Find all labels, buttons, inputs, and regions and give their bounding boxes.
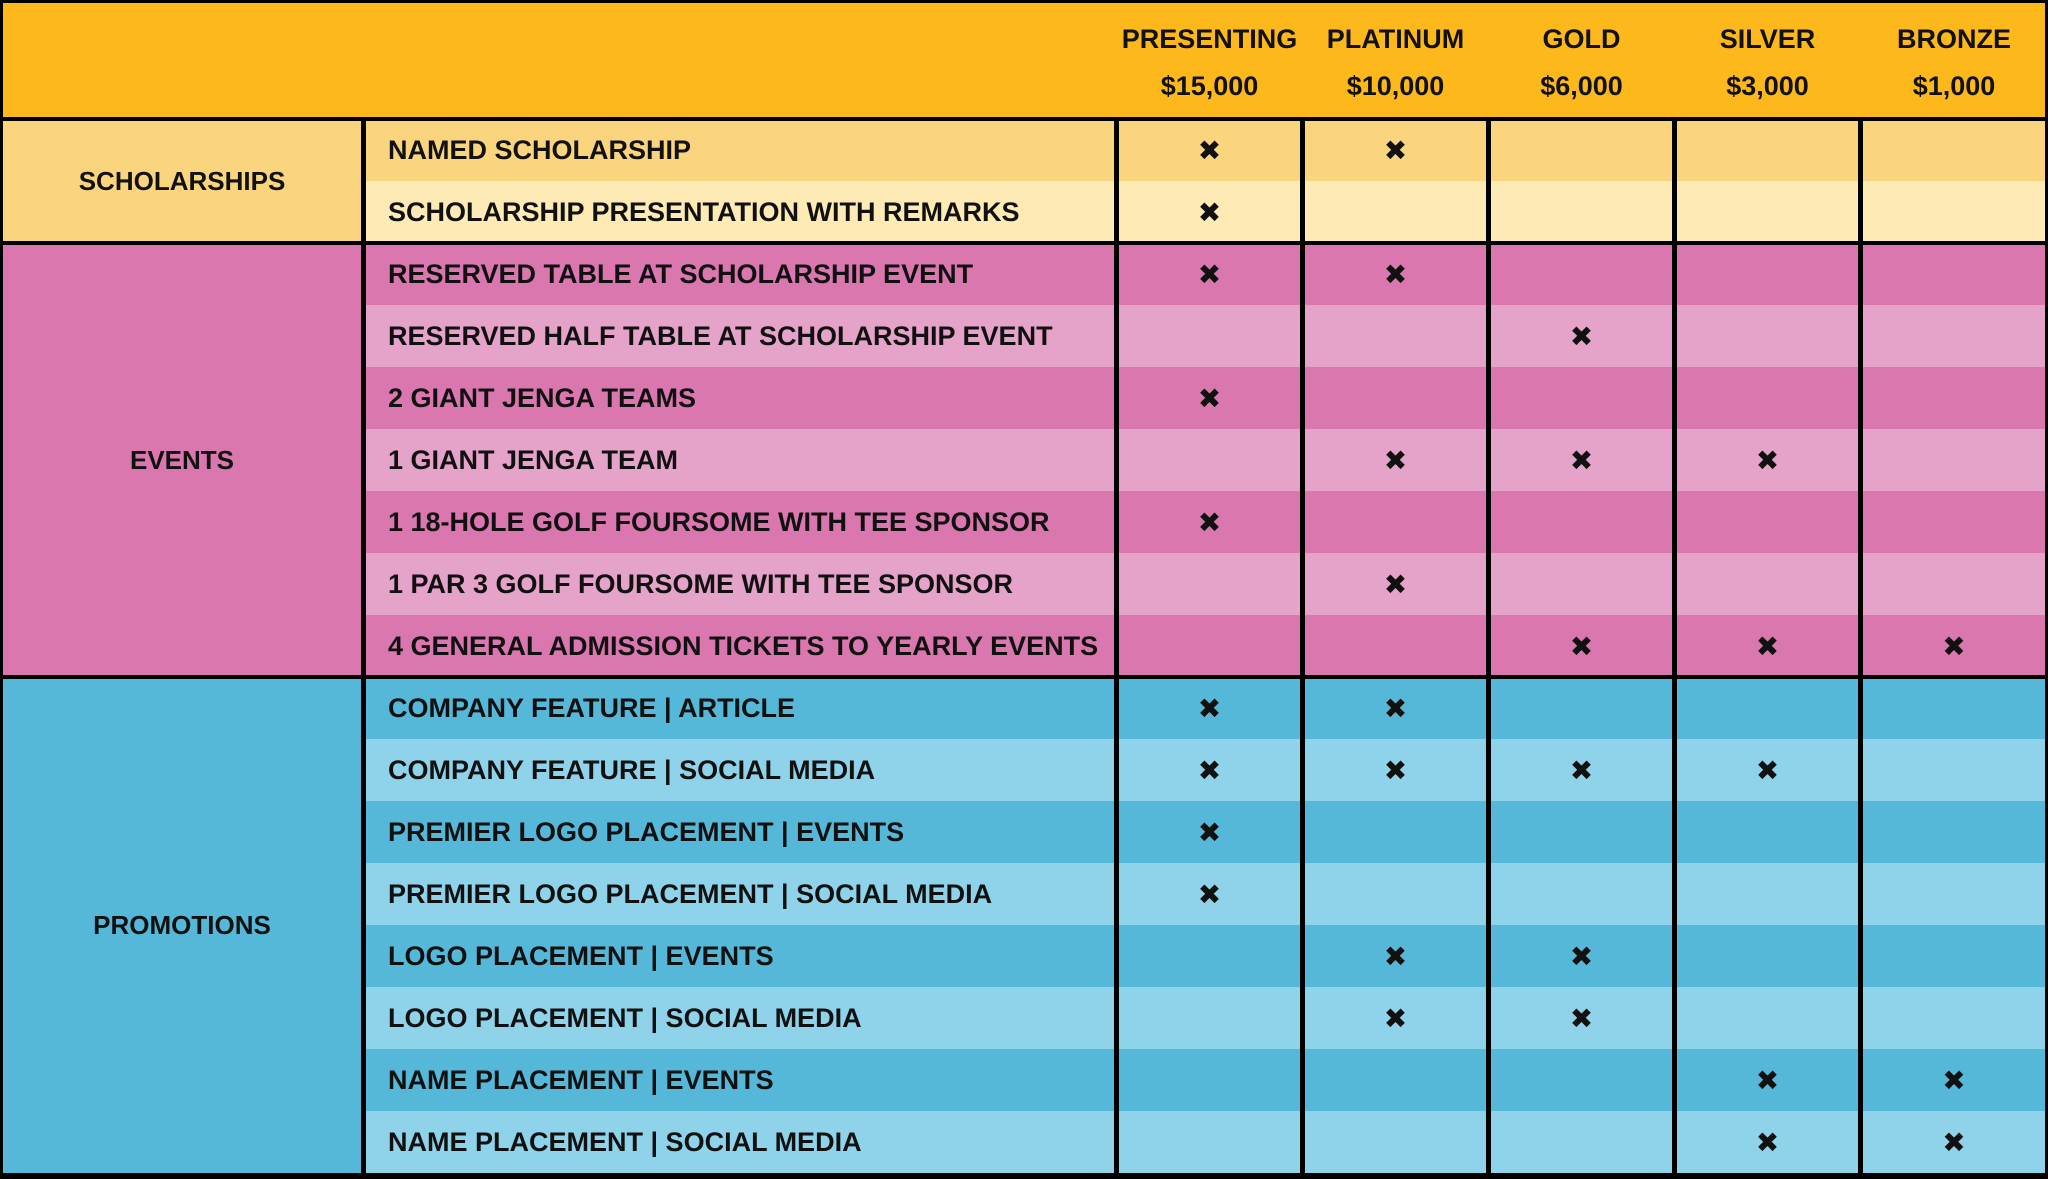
benefit-cell-gold xyxy=(1491,243,1672,305)
benefit-cell-gold xyxy=(1491,553,1672,615)
check-x-icon: ✖ xyxy=(1197,506,1222,538)
benefit-cell-silver xyxy=(1677,367,1858,429)
check-x-icon: ✖ xyxy=(1197,382,1222,414)
tier-price: $6,000 xyxy=(1540,71,1623,102)
benefit-cell-gold xyxy=(1491,925,1672,987)
benefit-cell-presenting xyxy=(1119,491,1300,553)
benefit-cell-platinum xyxy=(1305,491,1486,553)
check-x-icon: ✖ xyxy=(1197,692,1222,724)
benefit-label: 4 GENERAL ADMISSION TICKETS TO YEARLY EVENTS xyxy=(366,615,1114,677)
benefit-cell-bronze xyxy=(1863,801,2045,863)
benefit-cell-silver xyxy=(1677,1111,1858,1173)
tier-name: PRESENTING xyxy=(1121,23,1298,54)
check-x-icon: ✖ xyxy=(1383,568,1408,600)
benefit-cell-gold xyxy=(1491,801,1672,863)
check-x-icon: ✖ xyxy=(1197,878,1222,910)
benefit-cell-platinum xyxy=(1305,181,1486,243)
benefit-label: COMPANY FEATURE | ARTICLE xyxy=(366,677,1114,739)
check-x-icon: ✖ xyxy=(1755,754,1780,786)
category-scholarships: SCHOLARSHIPS xyxy=(3,119,361,243)
check-x-icon: ✖ xyxy=(1755,630,1780,662)
benefit-cell-silver xyxy=(1677,243,1858,305)
benefit-cell-presenting xyxy=(1119,119,1300,181)
benefit-cell-bronze xyxy=(1863,553,2045,615)
tier-name: SILVER xyxy=(1719,23,1816,54)
check-x-icon: ✖ xyxy=(1383,258,1408,290)
benefit-cell-platinum xyxy=(1305,987,1486,1049)
benefit-cell-presenting xyxy=(1119,987,1300,1049)
check-x-icon: ✖ xyxy=(1755,444,1780,476)
benefit-label: 1 18-HOLE GOLF FOURSOME WITH TEE SPONSOR xyxy=(366,491,1114,553)
benefit-label: RESERVED HALF TABLE AT SCHOLARSHIP EVENT xyxy=(366,305,1114,367)
benefit-cell-bronze xyxy=(1863,119,2045,181)
check-x-icon: ✖ xyxy=(1755,1126,1780,1158)
benefit-cell-presenting xyxy=(1119,181,1300,243)
check-x-icon: ✖ xyxy=(1569,444,1594,476)
benefit-cell-platinum xyxy=(1305,925,1486,987)
benefit-cell-presenting xyxy=(1119,367,1300,429)
benefit-cell-gold xyxy=(1491,1111,1672,1173)
benefit-cell-gold xyxy=(1491,615,1672,677)
benefit-cell-platinum xyxy=(1305,677,1486,739)
benefit-cell-presenting xyxy=(1119,553,1300,615)
check-x-icon: ✖ xyxy=(1755,1064,1780,1096)
benefit-label: COMPANY FEATURE | SOCIAL MEDIA xyxy=(366,739,1114,801)
category-events: EVENTS xyxy=(3,243,361,677)
check-x-icon: ✖ xyxy=(1942,630,1966,662)
benefit-cell-gold xyxy=(1491,305,1672,367)
check-x-icon: ✖ xyxy=(1197,816,1222,848)
check-x-icon: ✖ xyxy=(1383,692,1408,724)
benefit-cell-presenting xyxy=(1119,925,1300,987)
benefit-label: RESERVED TABLE AT SCHOLARSHIP EVENT xyxy=(366,243,1114,305)
benefit-cell-silver xyxy=(1677,491,1858,553)
check-x-icon: ✖ xyxy=(1197,134,1222,166)
benefit-cell-bronze xyxy=(1863,739,2045,801)
benefit-cell-bronze xyxy=(1863,925,2045,987)
benefit-cell-platinum xyxy=(1305,367,1486,429)
benefit-cell-presenting xyxy=(1119,243,1300,305)
check-x-icon: ✖ xyxy=(1942,1126,1966,1158)
benefit-cell-gold xyxy=(1491,739,1672,801)
check-x-icon: ✖ xyxy=(1383,940,1408,972)
benefit-cell-bronze xyxy=(1863,615,2045,677)
check-x-icon: ✖ xyxy=(1197,196,1222,228)
benefit-cell-gold xyxy=(1491,987,1672,1049)
tier-name: BRONZE xyxy=(1897,23,2011,54)
benefit-cell-silver xyxy=(1677,1049,1858,1111)
benefit-cell-silver xyxy=(1677,925,1858,987)
benefit-label: NAME PLACEMENT | EVENTS xyxy=(366,1049,1114,1111)
benefit-cell-gold xyxy=(1491,181,1672,243)
benefit-cell-silver xyxy=(1677,739,1858,801)
benefit-cell-bronze xyxy=(1863,987,2045,1049)
tier-header-silver xyxy=(1677,3,1858,119)
header-divider xyxy=(0,117,2048,121)
benefit-label: PREMIER LOGO PLACEMENT | SOCIAL MEDIA xyxy=(366,863,1114,925)
tier-header-bronze xyxy=(1863,3,2045,119)
category-divider xyxy=(0,675,2048,679)
benefit-cell-platinum xyxy=(1305,119,1486,181)
benefit-cell-platinum xyxy=(1305,305,1486,367)
benefit-cell-platinum xyxy=(1305,739,1486,801)
tier-name: GOLD xyxy=(1542,23,1621,54)
category-divider xyxy=(0,241,2048,245)
benefit-label: NAMED SCHOLARSHIP xyxy=(366,119,1114,181)
tier-header-presenting xyxy=(1119,3,1300,119)
tier-price: $1,000 xyxy=(1912,71,1996,102)
benefit-cell-silver xyxy=(1677,429,1858,491)
tier-name: PLATINUM xyxy=(1326,23,1465,54)
benefit-cell-silver xyxy=(1677,119,1858,181)
benefit-cell-gold xyxy=(1491,367,1672,429)
check-x-icon: ✖ xyxy=(1569,754,1594,786)
benefit-cell-platinum xyxy=(1305,243,1486,305)
benefit-cell-silver xyxy=(1677,801,1858,863)
benefit-cell-gold xyxy=(1491,491,1672,553)
benefit-cell-bronze xyxy=(1863,863,2045,925)
check-x-icon: ✖ xyxy=(1383,1002,1408,1034)
benefit-cell-bronze xyxy=(1863,305,2045,367)
benefit-cell-gold xyxy=(1491,1049,1672,1111)
tier-header-gold xyxy=(1491,3,1672,119)
check-x-icon: ✖ xyxy=(1197,754,1222,786)
category-promotions: PROMOTIONS xyxy=(3,677,361,1173)
benefit-cell-silver xyxy=(1677,305,1858,367)
benefit-cell-bronze xyxy=(1863,243,2045,305)
benefit-label: 1 GIANT JENGA TEAM xyxy=(366,429,1114,491)
benefit-cell-silver xyxy=(1677,677,1858,739)
benefit-label: SCHOLARSHIP PRESENTATION WITH REMARKS xyxy=(366,181,1114,243)
tier-price: $3,000 xyxy=(1726,71,1809,102)
benefit-cell-silver xyxy=(1677,181,1858,243)
sponsorship-tier-table xyxy=(3,3,2045,1176)
benefit-cell-platinum xyxy=(1305,553,1486,615)
check-x-icon: ✖ xyxy=(1569,320,1594,352)
benefit-cell-platinum xyxy=(1305,1049,1486,1111)
tier-price: $15,000 xyxy=(1160,71,1259,102)
benefit-label: 2 GIANT JENGA TEAMS xyxy=(366,367,1114,429)
benefit-cell-presenting xyxy=(1119,739,1300,801)
benefit-cell-presenting xyxy=(1119,677,1300,739)
benefit-cell-platinum xyxy=(1305,801,1486,863)
benefit-cell-platinum xyxy=(1305,615,1486,677)
benefit-cell-silver xyxy=(1677,863,1858,925)
benefit-cell-platinum xyxy=(1305,429,1486,491)
benefit-label: LOGO PLACEMENT | EVENTS xyxy=(366,925,1114,987)
benefit-cell-bronze xyxy=(1863,181,2045,243)
check-x-icon: ✖ xyxy=(1197,258,1222,290)
check-x-icon: ✖ xyxy=(1383,444,1408,476)
benefit-label: NAME PLACEMENT | SOCIAL MEDIA xyxy=(366,1111,1114,1173)
benefit-cell-bronze xyxy=(1863,1049,2045,1111)
check-x-icon: ✖ xyxy=(1569,940,1594,972)
benefit-cell-presenting xyxy=(1119,1111,1300,1173)
check-x-icon: ✖ xyxy=(1942,1064,1966,1096)
benefit-cell-platinum xyxy=(1305,863,1486,925)
benefit-cell-presenting xyxy=(1119,615,1300,677)
benefit-cell-presenting xyxy=(1119,801,1300,863)
benefit-cell-presenting xyxy=(1119,429,1300,491)
benefit-cell-bronze xyxy=(1863,1111,2045,1173)
benefit-cell-gold xyxy=(1491,429,1672,491)
header-blank-label xyxy=(366,3,1114,119)
check-x-icon: ✖ xyxy=(1569,1002,1594,1034)
benefit-cell-presenting xyxy=(1119,305,1300,367)
benefit-cell-silver xyxy=(1677,987,1858,1049)
benefit-cell-silver xyxy=(1677,553,1858,615)
check-x-icon: ✖ xyxy=(1569,630,1594,662)
benefit-label: LOGO PLACEMENT | SOCIAL MEDIA xyxy=(366,987,1114,1049)
benefit-cell-bronze xyxy=(1863,429,2045,491)
benefit-cell-presenting xyxy=(1119,1049,1300,1111)
benefit-cell-platinum xyxy=(1305,1111,1486,1173)
benefit-label: PREMIER LOGO PLACEMENT | EVENTS xyxy=(366,801,1114,863)
benefit-cell-gold xyxy=(1491,863,1672,925)
benefit-cell-gold xyxy=(1491,119,1672,181)
benefit-cell-bronze xyxy=(1863,367,2045,429)
benefit-cell-silver xyxy=(1677,615,1858,677)
tier-header-platinum xyxy=(1305,3,1486,119)
check-x-icon: ✖ xyxy=(1383,754,1408,786)
benefit-cell-gold xyxy=(1491,677,1672,739)
check-x-icon: ✖ xyxy=(1383,134,1408,166)
benefit-label: 1 PAR 3 GOLF FOURSOME WITH TEE SPONSOR xyxy=(366,553,1114,615)
benefit-cell-bronze xyxy=(1863,677,2045,739)
header-blank-category xyxy=(3,3,361,119)
benefit-cell-presenting xyxy=(1119,863,1300,925)
tier-price: $10,000 xyxy=(1346,71,1445,102)
benefit-cell-bronze xyxy=(1863,491,2045,553)
